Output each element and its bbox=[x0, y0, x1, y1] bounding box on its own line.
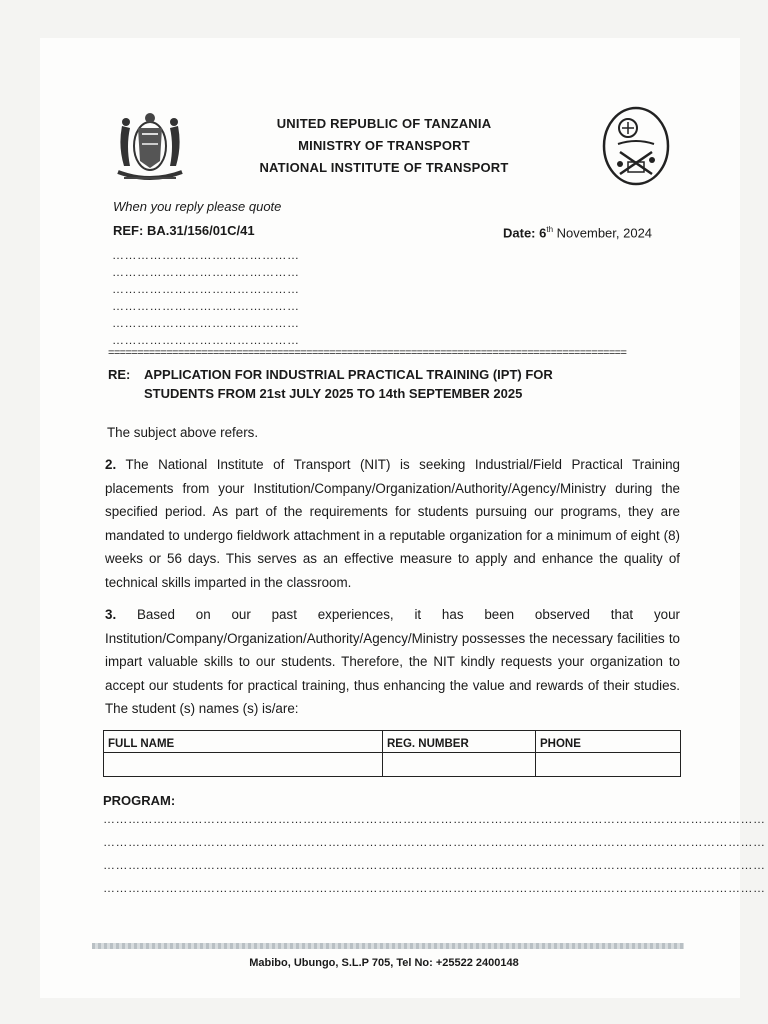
program-label: PROGRAM: bbox=[103, 793, 176, 808]
footer-band bbox=[92, 943, 684, 949]
footer-address: Mabibo, Ubungo, S.L.P 705, Tel No: +25522 2400148 bbox=[249, 957, 519, 969]
program-line: …………………………………………………………………………………………………………………………………………… bbox=[103, 835, 766, 849]
column-header-reg-number: REG. NUMBER bbox=[383, 731, 536, 753]
reply-note: When you reply please quote bbox=[113, 199, 282, 214]
address-line: ……………………………………… bbox=[112, 265, 300, 279]
table-row bbox=[104, 753, 681, 777]
phone-cell bbox=[536, 753, 681, 777]
intro-text: The subject above refers. bbox=[107, 425, 259, 440]
program-line: …………………………………………………………………………………………………………………………………………… bbox=[103, 858, 766, 872]
reference-number: REF: BA.31/156/01C/41 bbox=[113, 223, 255, 238]
ministry-name: MINISTRY OF TRANSPORT bbox=[298, 138, 470, 153]
table-header-row bbox=[104, 731, 681, 753]
program-line: …………………………………………………………………………………………………………………………………………… bbox=[103, 881, 766, 895]
address-line: ……………………………………… bbox=[112, 282, 300, 296]
program-line: …………………………………………………………………………………………………………………………………………… bbox=[103, 812, 766, 826]
address-line: ……………………………………… bbox=[112, 248, 300, 262]
letter-date: Date: 6th November, 2024 bbox=[503, 225, 653, 241]
students-table bbox=[103, 730, 681, 777]
subject-line-1: APPLICATION FOR INDUSTRIAL PRACTICAL TRAINING (IPT) FOR bbox=[144, 367, 553, 382]
country-name: UNITED REPUBLIC OF TANZANIA bbox=[276, 116, 492, 131]
address-line: ……………………………………… bbox=[112, 299, 300, 313]
institute-name: NATIONAL INSTITUTE OF TRANSPORT bbox=[259, 160, 509, 175]
separator: ========================================================================================= bbox=[108, 347, 627, 359]
column-header-full-name: FULL NAME bbox=[104, 731, 383, 753]
column-header-phone: PHONE bbox=[536, 731, 681, 753]
address-line: ……………………………………… bbox=[112, 316, 300, 330]
reg-number-cell bbox=[383, 753, 536, 777]
paragraph-2: 2. The National Institute of Transport (NIT) is seeking Industrial/Field Practical Training placements from your Institution/Company/Organization/Authority/Agency/Ministry during the specified period. As part of the requirements for students pursuing our programs, they are mandated to undergo fieldwork attachment in a reputable organization for a minimum of eight (8) weeks or 56 days. This serves as an effective measure to apply and enhance the quality of technical skills imparted in the classroom. bbox=[105, 457, 680, 590]
full-name-cell bbox=[104, 753, 383, 777]
subject-line-2: STUDENTS FROM 21st JULY 2025 TO 14th SEPTEMBER 2025 bbox=[144, 386, 523, 401]
address-line: ……………………………………… bbox=[112, 333, 300, 347]
paragraph-3: 3. Based on our past experiences, it has been observed that your Institution/Company/Organization/Authority/Agency/Ministry possesses the necessary facilities to impart valuable skills to our students. Therefore, the NIT kindly requests your organization to accept our students for practical training, thus enhancing the value and rewards of their studies. The student (s) names (s) is/are: bbox=[105, 607, 680, 716]
subject-prefix: RE: bbox=[108, 367, 131, 382]
